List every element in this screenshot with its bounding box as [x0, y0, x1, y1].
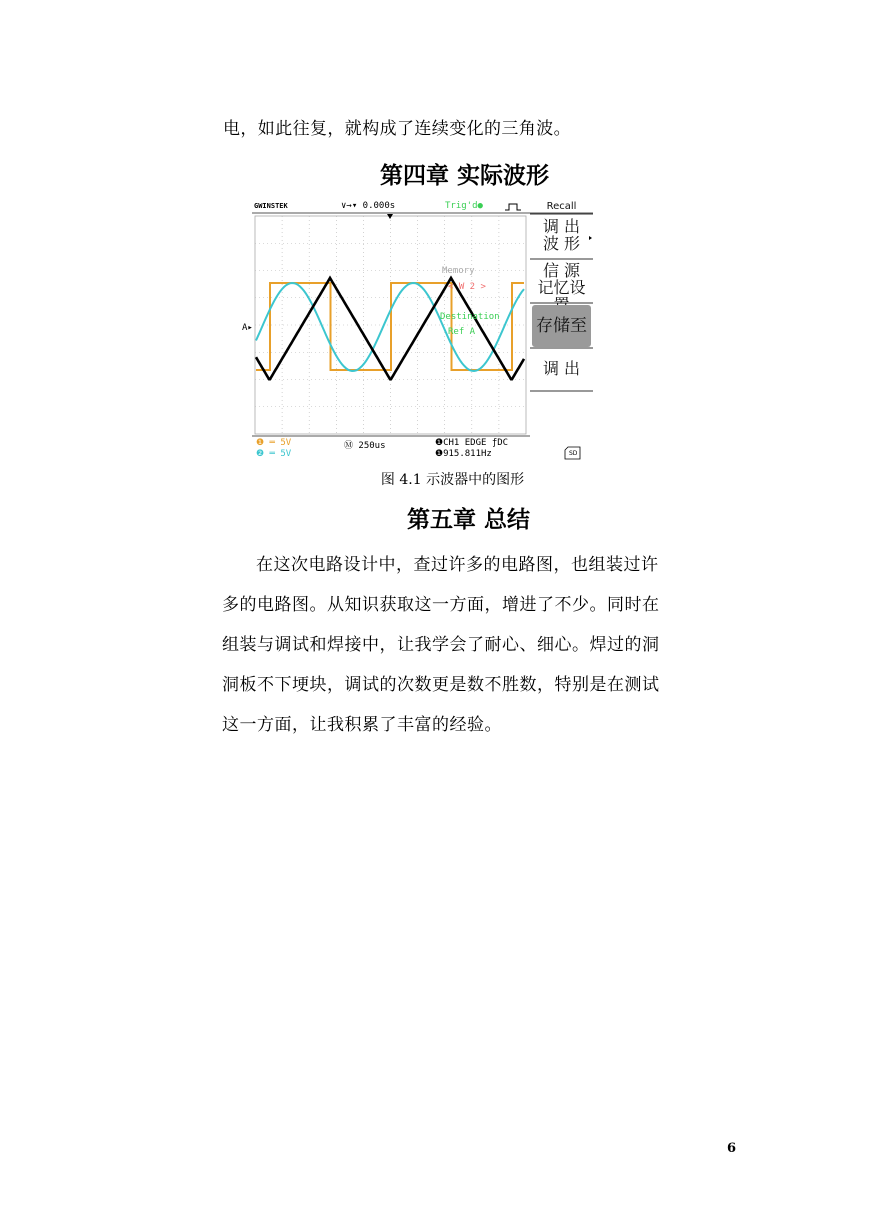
menu-recall[interactable]	[530, 360, 593, 377]
paragraph-line: 洞板不下埂块，调试的次数更是数不胜数，特别是在测试	[222, 675, 660, 695]
ch1-square-wave	[256, 283, 524, 370]
destination-label: Destination	[440, 312, 500, 322]
ref-marker: A▸	[242, 323, 253, 333]
paragraph-line: 多的电路图。从知识获取这一方面，增进了不少。同时在	[222, 595, 660, 615]
trigger-source: ❶CH1 EDGE ƒDC	[435, 438, 509, 448]
chapter5-title: 第五章 总结	[406, 507, 530, 533]
menu-title: Recall	[546, 201, 577, 212]
timebase: Ⓜ 250us	[344, 441, 386, 451]
ch2-scale: ❷ ═ 5V	[256, 449, 292, 459]
page-number: 6	[727, 1141, 737, 1156]
figure-caption: 图 4.1 示波器中的图形	[380, 472, 525, 488]
memory-value: < W 2 >	[448, 282, 486, 292]
menu-save-to-label: 存储至	[536, 316, 587, 336]
intro-line: 电，如此往复，就构成了连续变化的三角波。	[223, 119, 571, 139]
paragraph-line: 组装与调试和焊接中，让我学会了耐心、细心。焊过的洞	[222, 635, 660, 655]
menu-source-line2: 记忆设	[537, 278, 586, 297]
time-offset: ∨→▾ 0.000s	[341, 201, 396, 211]
trigger-status: Trig'd●	[445, 201, 483, 211]
oscilloscope-screenshot	[242, 200, 593, 462]
menu-save-to[interactable]	[532, 305, 591, 347]
menu-source-line1: 信 源	[542, 261, 581, 280]
menu-recall-waveform-line2: 波 形	[542, 234, 581, 253]
memory-label: Memory	[442, 266, 475, 276]
menu-recall-label: 调 出	[542, 359, 581, 378]
menu-recall-waveform[interactable]	[530, 218, 593, 252]
trigger-edge-icon	[505, 204, 521, 210]
sd-label: SD	[569, 450, 578, 457]
paragraph-line: 在这次电路设计中，查过许多的电路图，也组装过许	[256, 555, 659, 575]
brand-label: GWINSTEK	[254, 202, 288, 210]
chapter4-title: 第四章 实际波形	[379, 163, 549, 189]
ch1-scale: ❶ ═ 5V	[256, 438, 292, 448]
menu-recall-waveform-line1: 调 出	[542, 217, 581, 236]
paragraph-line: 这一方面，让我积累了丰富的经验。	[222, 715, 502, 735]
summary-paragraph	[222, 545, 742, 745]
trigger-position-marker	[387, 214, 393, 219]
destination-value: Ref A	[448, 327, 476, 337]
frequency-readout: ❶915.811Hz	[435, 449, 492, 459]
